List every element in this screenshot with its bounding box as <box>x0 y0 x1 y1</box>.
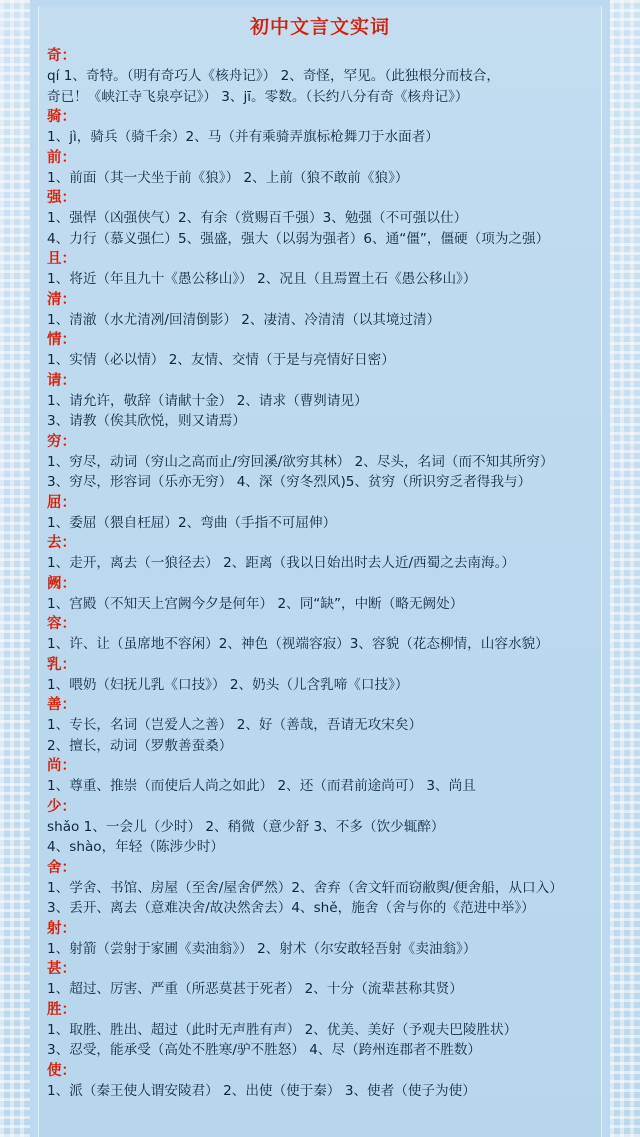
entry-definition-line: 3、丢开、离去（意难决舍/故决然舍去）4、shě，施舍（舍与你的《范进中举》） <box>47 900 535 916</box>
entry-headword: 前： <box>47 149 76 166</box>
dictionary-entry <box>47 188 593 249</box>
entry-headword: 且： <box>47 251 76 267</box>
entry-definition-line: 奇已！《峡江寺飞泉亭记》） 3、jī。零数。（长约八分有奇《核舟记》） <box>47 88 469 105</box>
entry-headword: 清： <box>47 291 76 308</box>
dictionary-entry <box>47 493 593 534</box>
entry-definitions <box>47 553 593 574</box>
entry-headword: 奇： <box>47 48 76 64</box>
entry-definitions <box>47 350 593 371</box>
entry-definition-line: 1、射箭（尝射于家圃《卖油翁》） 2、射术（尔安敢轻吾射《卖油翁》） <box>47 940 477 957</box>
entry-headword: 穷： <box>47 433 76 450</box>
dictionary-entry <box>47 432 593 493</box>
dictionary-entry <box>47 533 593 574</box>
entry-definition-line: 1、清澈（水尤清冽/回清倒影） 2、凄清、冷清清（以其境过清） <box>47 311 441 328</box>
entry-definition-line: 1、请允许，敬辞（请献十金） 2、请求（曹刿请见） <box>47 392 368 409</box>
entry-headword: 骑： <box>47 109 76 125</box>
entry-definitions <box>47 66 593 107</box>
entry-definition-line: 1、学舍、书馆、房屋（至舍/屋舍俨然）2、舍弃（舍文轩而窃敝舆/便舍船，从口入） <box>47 879 563 896</box>
dictionary-entry <box>47 756 593 797</box>
entry-headword: 少： <box>47 798 76 815</box>
entry-definition-line: 1、穷尽，动词（穷山之高而止/穷回溪/欲穷其林） 2、尽头，名词（而不知其所穷） <box>47 453 554 470</box>
entry-headword: 请： <box>47 372 76 389</box>
entry-definition-line: 1、前面（其一犬坐于前《狼》） 2、上前（狼不敢前《狼》） <box>47 169 409 186</box>
entry-headword: 善： <box>47 697 76 713</box>
entry-definition-line: 3、穷尽，形容词（乐亦无穷） 4、深（穷冬烈风)5、贫穷（所识穷乏者得我与） <box>47 474 532 490</box>
entry-definitions <box>47 127 593 148</box>
page <box>30 0 610 1137</box>
entry-definition-line: 1、许、让（虽席地不容闲）2、神色（视端容寂）3、容貌（花态柳情，山容水貌） <box>47 636 549 652</box>
entry-definitions <box>47 776 593 797</box>
entry-definitions <box>47 452 593 493</box>
entry-definitions <box>47 817 593 858</box>
entry-definitions <box>47 1081 593 1102</box>
decorative-left-border <box>0 0 30 1137</box>
entry-headword: 射： <box>47 920 76 937</box>
page-title: 初中文言文实词 <box>249 16 390 38</box>
entry-definitions <box>47 675 593 696</box>
dictionary-entry <box>47 858 593 919</box>
entry-definition-line: 1、喂奶（妇抚儿乳《口技》） 2、奶头（儿含乳啼《口技》） <box>47 676 409 693</box>
entry-definitions <box>47 1020 593 1061</box>
entry-definitions <box>47 513 593 534</box>
entry-headword: 尚： <box>47 758 76 774</box>
entry-definition-line: 1、超过、厉害、严重（所恶莫甚于死者） 2、十分（流辈甚称其贤） <box>47 981 463 997</box>
entry-headword: 乳： <box>47 656 76 673</box>
entry-headword: 情： <box>47 332 76 348</box>
entry-definition-line: 1、委屈（猥自枉屈）2、弯曲（手指不可屈伸） <box>47 514 337 531</box>
dictionary-entry <box>47 46 593 107</box>
dictionary-entry <box>47 1000 593 1061</box>
entry-definitions <box>47 939 593 960</box>
entry-headword: 舍： <box>47 859 76 876</box>
entry-definition-line: 1、实情（必以情） 2、友情、交情（于是与亮情好日密） <box>47 352 395 368</box>
dictionary-entry <box>47 919 593 960</box>
dictionary-entry <box>47 574 593 615</box>
entry-definition-line: shǎo 1、一会儿（少时） 2、稍微（意少舒 3、不多（饮少辄醉） <box>47 818 445 835</box>
entry-headword: 强： <box>47 190 76 206</box>
entry-definition-line: 4、力行（慕义强仁）5、强盛，强大（以弱为强者）6、通“僵”，僵硬（项为之强） <box>47 230 550 247</box>
entry-definitions <box>47 594 593 615</box>
entry-definition-line: 1、取胜、胜出、超过（此时无声胜有声） 2、优美、美好（予观夫巴陵胜状） <box>47 1021 518 1038</box>
entry-definition-line: 3、请教（俟其欣悦，则又请焉） <box>47 413 246 429</box>
dictionary-entry <box>47 695 593 756</box>
entry-definition-line: 1、强悍（凶强侠气）2、有余（赏赐百千强）3、勉强（不可强以仕） <box>47 210 468 226</box>
dictionary-entry <box>47 797 593 858</box>
entry-definitions <box>47 715 593 756</box>
document-sheet <box>38 6 602 1137</box>
entry-definition-line: 4、shào，年轻（陈涉少时） <box>47 839 224 855</box>
entry-headword: 使： <box>47 1062 76 1079</box>
entry-definitions <box>47 634 593 655</box>
dictionary-entry <box>47 290 593 331</box>
entry-definitions <box>47 208 593 249</box>
entry-definition-line: 1、尊重、推崇（而使后人尚之如此） 2、还（而君前途尚可） 3、尚且 <box>47 778 476 794</box>
dictionary-entry <box>47 107 593 148</box>
dictionary-entry <box>47 1061 593 1102</box>
entry-definitions <box>47 310 593 331</box>
entry-definition-line: 1、将近（年且九十《愚公移山》） 2、况且（且焉置土石《愚公移山》） <box>47 271 477 287</box>
entry-list <box>45 46 595 1101</box>
entry-definitions <box>47 391 593 432</box>
entry-definition-line: 1、宫殿（不知天上宫阙今夕是何年） 2、同“缺”，中断（略无阙处） <box>47 595 464 612</box>
entry-headword: 胜： <box>47 1001 76 1018</box>
dictionary-entry <box>47 614 593 655</box>
entry-headword: 去： <box>47 535 76 551</box>
entry-headword: 阙： <box>47 575 76 592</box>
dictionary-entry <box>47 148 593 189</box>
entry-definition-line: 1、专长，名词（岂爱人之善） 2、好（善哉，吾请无攻宋矣） <box>47 717 423 733</box>
entry-definitions <box>47 979 593 1000</box>
entry-definition-line: 1、jì，骑兵（骑千余）2、马（并有乘骑弄旗标枪舞刀于水面者） <box>47 129 439 145</box>
entry-definitions <box>47 878 593 919</box>
entry-definition-line: 2、擅长，动词（罗敷善蚕桑） <box>47 737 233 754</box>
entry-definition-line: 1、派（秦王使人谓安陵君） 2、出使（使于秦） 3、使者（使子为使） <box>47 1082 476 1099</box>
entry-definition-line: 1、走开，离去（一狼径去） 2、距离（我以日始出时去人近/西蜀之去南海。） <box>47 555 515 571</box>
dictionary-entry <box>47 655 593 696</box>
entry-headword: 屈： <box>47 494 76 511</box>
entry-definition-line: qí 1、奇特。（明有奇巧人《核舟记》） 2、奇怪，罕见。（此独根分而枝合， <box>47 68 500 84</box>
dictionary-entry <box>47 959 593 1000</box>
entry-headword: 甚： <box>47 961 76 977</box>
entry-definitions <box>47 269 593 290</box>
entry-headword: 容： <box>47 616 76 632</box>
entry-definition-line: 3、忍受，能承受（高处不胜寒/驴不胜怒） 4、尽（跨州连郡者不胜数） <box>47 1042 482 1058</box>
dictionary-entry <box>47 249 593 290</box>
entry-definitions <box>47 168 593 189</box>
decorative-right-border <box>610 0 640 1137</box>
dictionary-entry <box>47 371 593 432</box>
dictionary-entry <box>47 330 593 371</box>
